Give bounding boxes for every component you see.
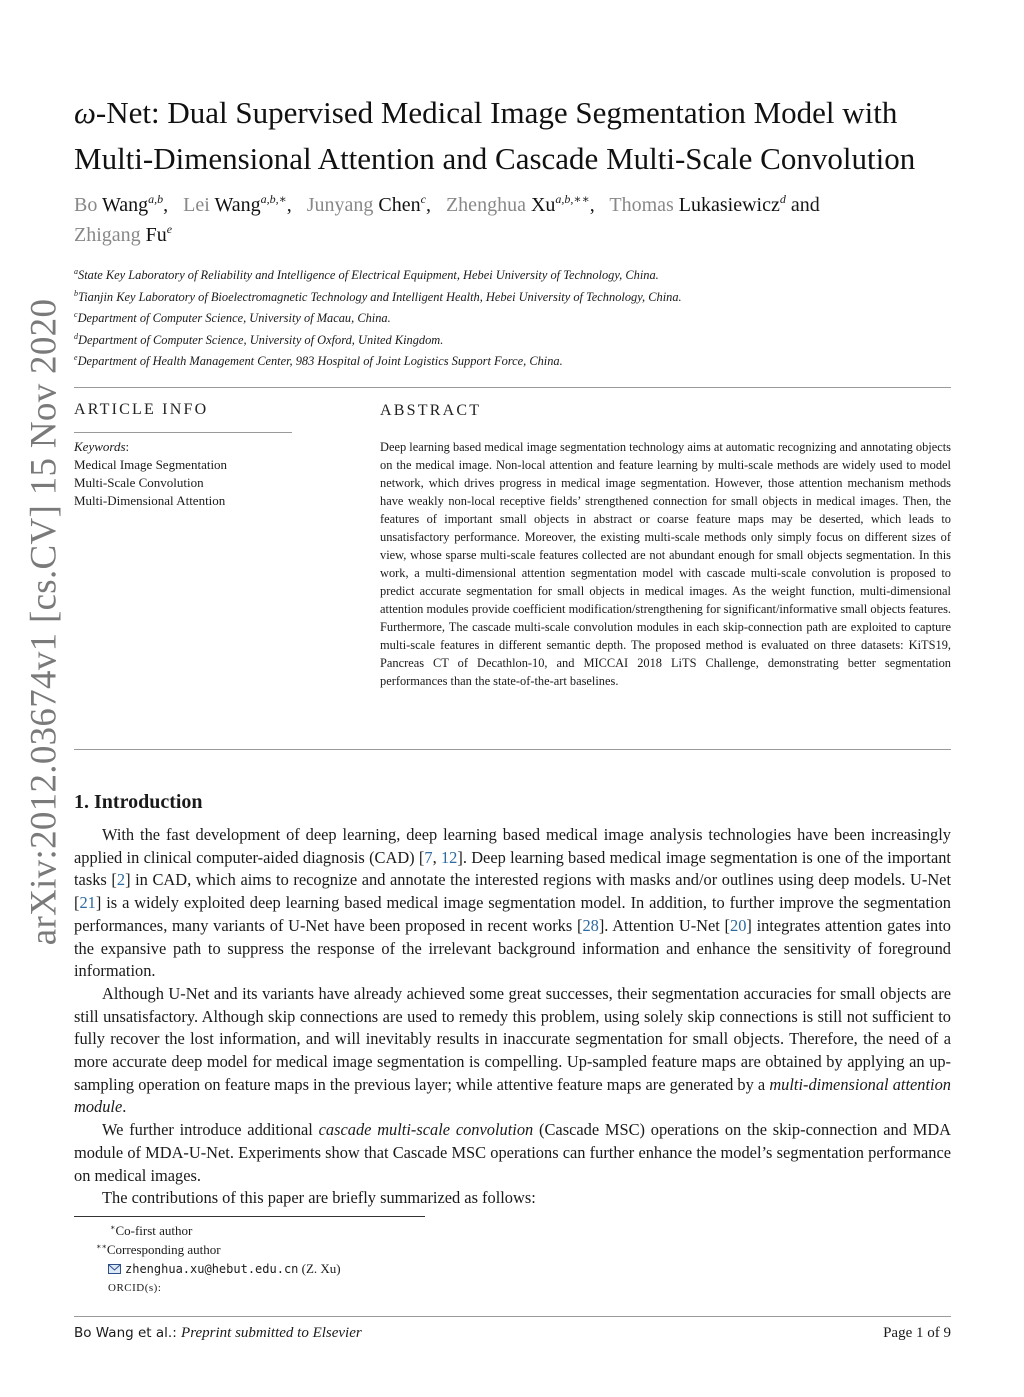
- envelope-icon: [108, 1264, 121, 1274]
- paragraph: [74, 1119, 951, 1187]
- emphasis: multi-dimensional attention module: [74, 1074, 951, 1117]
- affiliation: $^a$State Key Laboratory of Reliability and Intelligence of Electrical Equipment, Hebei University of Technology, China.: [74, 267, 659, 282]
- citation-link[interactable]: 20: [730, 915, 747, 935]
- paragraph: [74, 1187, 951, 1210]
- paragraph: [74, 824, 951, 983]
- text-run: ] is a widely exploited deep learning based medical image segmentation model. In addition, to further improve the segmentation performances, many variants of U-Net have been proposed in recent works [: [74, 893, 951, 935]
- text-run: With the fast development of deep learning, deep learning based medical image analysis technologies have been increasingly applied in clinical computer-aided diagnosis (CAD) [: [74, 825, 951, 867]
- introduction-body: [74, 824, 951, 1210]
- footer-rule: [74, 1316, 951, 1317]
- keyword: Multi-Dimensional Attention: [74, 493, 226, 508]
- affiliation: $^c$Department of Computer Science, University of Macau, China.: [74, 310, 391, 325]
- affiliation: $^e$Department of Health Management Center, 983 Hospital of Joint Logistics Support Force, China.: [74, 353, 563, 368]
- text-run: We further introduce additional: [102, 1120, 319, 1140]
- author[interactable]: Junyang Chen$^c$: [306, 192, 426, 216]
- author[interactable]: Zhigang Fu$^e$: [74, 222, 173, 246]
- footnote: ∗Co-first author: [110, 1223, 193, 1238]
- page-number: Page 1 of 9: [883, 1325, 951, 1341]
- text-run: ]. Attention U-Net [: [598, 915, 730, 935]
- footer-left: Bo Wang et al.: Preprint submitted to Elsevier: [74, 1325, 362, 1341]
- article-info: Keywords: Medical Image Segmentation Multi-Scale Convolution Multi-Dimensional Attention: [74, 438, 304, 510]
- author[interactable]: Zhenghua $Xu^{a,b,∗∗}$: [445, 192, 590, 216]
- citation-link[interactable]: 28: [582, 915, 599, 935]
- keyword: Multi-Scale Convolution: [74, 475, 204, 490]
- affiliation: $^d$Department of Computer Science, University of Oxford, United Kingdom.: [74, 331, 444, 347]
- footnote-email: zhenghua.xu@hebut.edu.cn (Z. Xu): [96, 1259, 341, 1279]
- footnotes: [96, 1221, 341, 1298]
- text-run: ]. Deep learning based medical image segmentation is one of the important tasks [: [74, 847, 951, 890]
- text-run: ] in CAD, which aims to recognize and annotate the interested regions with masks and/or outlines using deep models. U-Net [: [74, 870, 951, 913]
- arxiv-stamp-text: arXiv:2012.03674v1 [cs.CV] 15 Nov 2020: [23, 298, 65, 946]
- text-run: Although U-Net and its variants have already achieved some great successes, their segmentation accuracies for small objects are still unsatisfactory. Although skip connections are used to remedy this problem, using solely skip connections is still not sufficient to fully recover the lost information, and will inevitably results in inaccurate segmentation for small objects. Therefore, the need of a more accurate deep model for medical image segmentation is compelling. Up-sampled feature maps are obtained by applying an up-sampling operation on feature maps in the previous layer; while attentive feature maps are generated by a: [74, 983, 951, 1094]
- citation-link[interactable]: 21: [79, 893, 96, 913]
- citation-link[interactable]: 7: [424, 847, 433, 867]
- divider: [74, 432, 292, 433]
- keywords-label: Keywords: [74, 439, 126, 454]
- author[interactable]: Bo Wang$^{a,b}$: [74, 192, 164, 216]
- text-run: ,: [432, 847, 441, 867]
- abstract-heading: ABSTRACT: [380, 402, 482, 419]
- text-run: .: [122, 1097, 127, 1117]
- text-run: The contributions of this paper are briefly summarized as follows:: [102, 1188, 536, 1208]
- article-info-heading: ARTICLE INFO: [74, 401, 209, 418]
- footer-author: Bo Wang et al.: [74, 1325, 173, 1341]
- divider: [74, 387, 951, 388]
- author-list: Bo Wang$^{a,b}$, Lei Wang$^{a,b,∗}$, Junyang Chen$^c$, Zhenghua $Xu^{a,b,∗∗}$, Thomas Lukasiewicz$^d$ and Zhigang Fu$^e$: [74, 192, 820, 246]
- citation-link[interactable]: 2: [116, 870, 126, 890]
- affiliation: $^b$Tianjin Key Laboratory of Bioelectromagnetic Technology and Intelligent Health, Hebei University of Technology, China.: [74, 288, 682, 304]
- text-run: (Cascade MSC) operations on the skip-connection and MDA module of MDA-U-Net. Experiments show that Cascade MSC operations can further enhance the model’s segmentation performance on medical images.: [74, 1120, 951, 1185]
- email-link[interactable]: zhenghua.xu@hebut.edu.cn: [125, 1262, 299, 1276]
- footer-preprint: Preprint submitted to Elsevier: [181, 1325, 362, 1341]
- section-heading: 1. Introduction: [74, 791, 203, 813]
- footnote-rule: [74, 1216, 425, 1217]
- paragraph: [74, 983, 951, 1119]
- divider: [74, 749, 951, 750]
- title-line1: -Net: Dual Supervised Medical Image Segmentation Model with: [95, 95, 898, 130]
- title-omega: ω: [74, 95, 96, 130]
- emphasis: cascade multi-scale convolution: [318, 1120, 534, 1140]
- orcid: ORCID(s):: [108, 1282, 162, 1294]
- author[interactable]: Thomas Lukasiewicz$^d$: [609, 192, 786, 216]
- keyword: Medical Image Segmentation: [74, 457, 228, 472]
- footnote: ∗∗Corresponding author: [96, 1242, 221, 1257]
- author[interactable]: Lei Wang$^{a,b,∗}$: [183, 192, 287, 216]
- text-run: ] integrates attention gates into the expansive path to suppress the response of the irrelevant background information and enhance the sensitivity of foreground information.: [74, 915, 951, 981]
- title-line2: Multi-Dimensional Attention and Cascade Multi-Scale Convolution: [74, 141, 916, 176]
- abstract-text: Deep learning based medical image segmentation technology aims at automatic recognizing and annotating objects on the medical image. Non-local attention and feature learning by multi-scale methods are widely used to model network, which drives progress in medical image segmentation. However, those attention mechanism methods have weakly non-local receptive fields’ strengthened connection for small objects in medical images. Then, the features of important small objects in abstract or coarse feature maps may be deserted, which leads to unsatisfactory performance. Moreover, the existing multi-scale methods only simply focus on different sizes of view, whose sparse multi-scale features collected are not abundant enough for small objects segmentation. In this work, a multi-dimensional attention segmentation model with cascade multi-scale convolution is proposed to predict accurate segmentation for small objects in medical images. As the weight function, multi-dimensional attention modules provide coefficient modification/strengthening for significant/informative small objects features. Furthermore, The cascade multi-scale convolution modules in each skip-connection path are exploited to capture multi-scale features in different semantic depth. The proposed method is evaluated on three datasets: KiTS19, Pancreas CT of Decathlon-10, and MICCAI 2018 LiTS Challenge, demonstrating better segmentation performances than the state-of-the-art baselines.: [380, 440, 951, 688]
- paper-title: [74, 90, 974, 182]
- citation-link[interactable]: 12: [440, 847, 458, 867]
- affiliations: [74, 265, 954, 373]
